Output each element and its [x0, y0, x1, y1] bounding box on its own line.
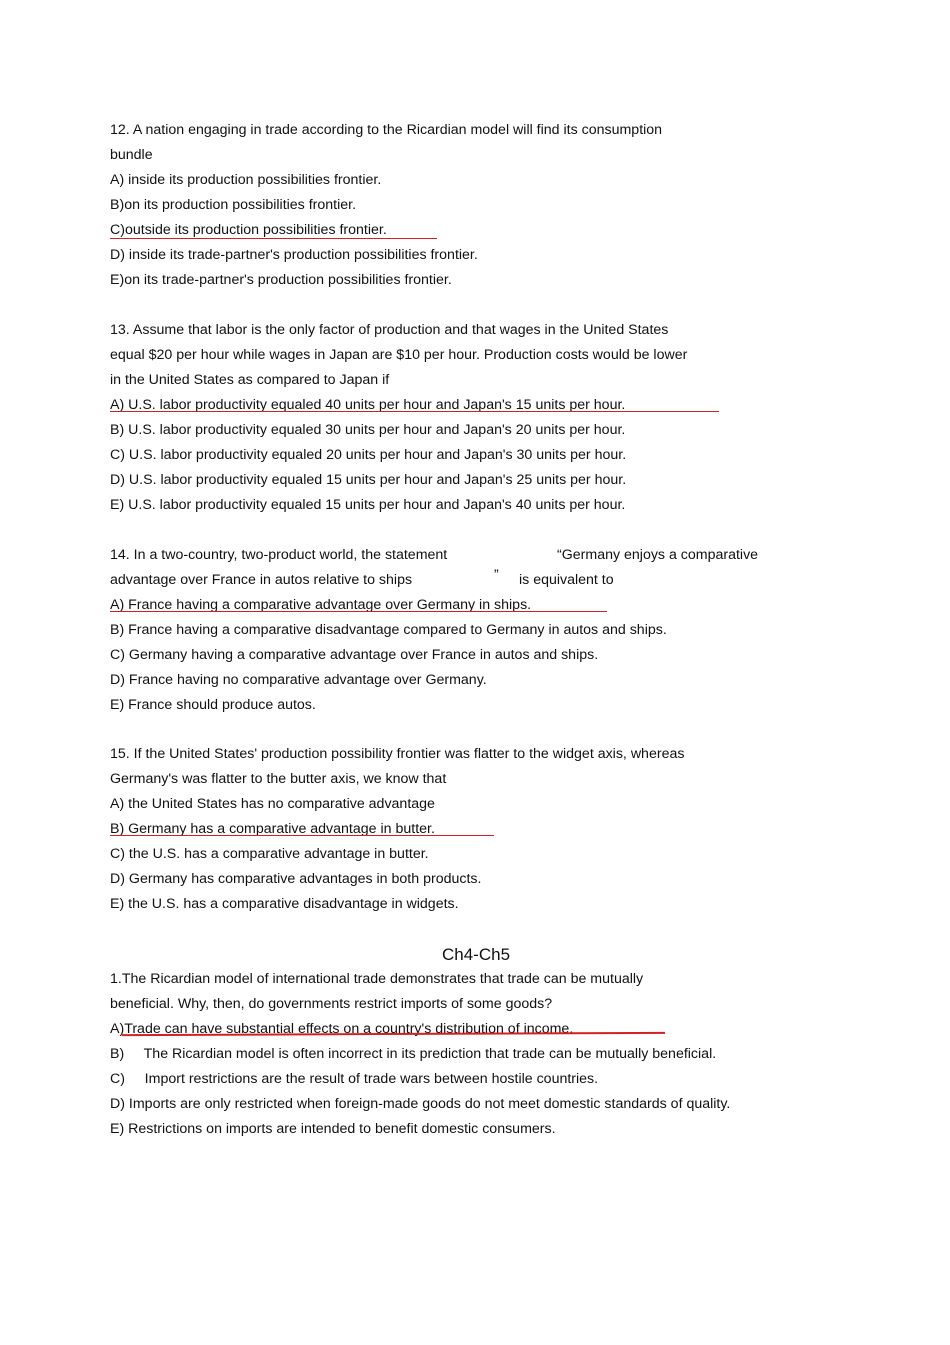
q14-option-a: A) France having a comparative advantage over Germany in ships. — [110, 597, 532, 613]
c1-option-a: A)Trade can have substantial effects on a country's distribution of income. — [110, 1021, 574, 1037]
q15-option-c: C) the U.S. has a comparative advantage in butter. — [110, 846, 429, 862]
q15-option-b: B) Germany has a comparative advantage in butter. — [110, 821, 435, 837]
q12-stem-line2: bundle — [110, 147, 153, 163]
q12-answer-underline — [110, 238, 437, 239]
q12-option-c: C)outside its production possibilities frontier. — [110, 222, 387, 238]
q14-stem-line2a: advantage over France in autos relative to ships — [110, 572, 413, 588]
q14-option-d: D) France having no comparative advantage over Germany. — [110, 672, 487, 688]
q15-option-a: A) the United States has no comparative advantage — [110, 796, 435, 812]
section-heading: Ch4-Ch5 — [442, 945, 511, 964]
q13-stem-line1: 13. Assume that labor is the only factor of production and that wages in the United States — [110, 322, 669, 338]
q12-option-a: A) inside its production possibilities frontier. — [110, 172, 382, 188]
q14-stem-line2c: is equivalent to — [519, 572, 614, 588]
q13-answer-underline — [110, 411, 719, 412]
q13-option-a: A) U.S. labor productivity equaled 40 units per hour and Japan's 15 units per hour. — [110, 397, 626, 413]
q14-stem-line1a: 14. In a two-country, two-product world, the statement — [110, 547, 448, 563]
q13-option-b: B) U.S. labor productivity equaled 30 units per hour and Japan's 20 units per hour. — [110, 422, 626, 438]
q15-answer-underline — [110, 835, 494, 836]
q14-option-b: B) France having a comparative disadvantage compared to Germany in autos and ships. — [110, 622, 667, 638]
q14-stem-line1b: “Germany enjoys a comparative — [557, 547, 759, 563]
c1-stem-line1: 1.The Ricardian model of international trade demonstrates that trade can be mutually — [110, 971, 644, 987]
c1-option-b: B) The Ricardian model is often incorrect in its prediction that trade can be mutually beneficial. — [110, 1046, 717, 1062]
q12-stem-line1: 12. A nation engaging in trade according to the Ricardian model will find its consumption — [110, 122, 663, 138]
q14-option-c: C) Germany having a comparative advantage over France in autos and ships. — [110, 647, 599, 663]
q13-option-e: E) U.S. labor productivity equaled 15 units per hour and Japan's 40 units per hour. — [110, 497, 626, 513]
q13-option-d: D) U.S. labor productivity equaled 15 units per hour and Japan's 25 units per hour. — [110, 472, 627, 488]
q14-option-e: E) France should produce autos. — [110, 697, 316, 713]
q14-stem-closing-quote: ” — [494, 567, 499, 583]
q15-option-e: E) the U.S. has a comparative disadvantage in widgets. — [110, 896, 459, 912]
q15-stem-line1: 15. If the United States' production possibility frontier was flatter to the widget axis, whereas — [110, 746, 685, 762]
q15-option-d: D) Germany has comparative advantages in both products. — [110, 871, 482, 887]
q12-option-e: E)on its trade-partner's production possibilities frontier. — [110, 272, 452, 288]
q12-option-d: D) inside its trade-partner's production possibilities frontier. — [110, 247, 478, 263]
c1-option-c: C) Import restrictions are the result of trade wars between hostile countries. — [110, 1071, 599, 1087]
c1-option-e: E) Restrictions on imports are intended to benefit domestic consumers. — [110, 1121, 556, 1137]
c1-option-d: D) Imports are only restricted when foreign-made goods do not meet domestic standards of quality. — [110, 1096, 731, 1112]
q14-answer-underline — [110, 611, 607, 612]
q15-stem-line2: Germany's was flatter to the butter axis, we know that — [110, 771, 447, 787]
q13-option-c: C) U.S. labor productivity equaled 20 units per hour and Japan's 30 units per hour. — [110, 447, 627, 463]
q13-stem-line3: in the United States as compared to Japan if — [110, 372, 390, 388]
c1-stem-line2: beneficial. Why, then, do governments restrict imports of some goods? — [110, 996, 553, 1012]
q12-option-b: B)on its production possibilities frontier. — [110, 197, 357, 213]
q13-stem-line2: equal $20 per hour while wages in Japan are $10 per hour. Production costs would be lower — [110, 347, 688, 363]
